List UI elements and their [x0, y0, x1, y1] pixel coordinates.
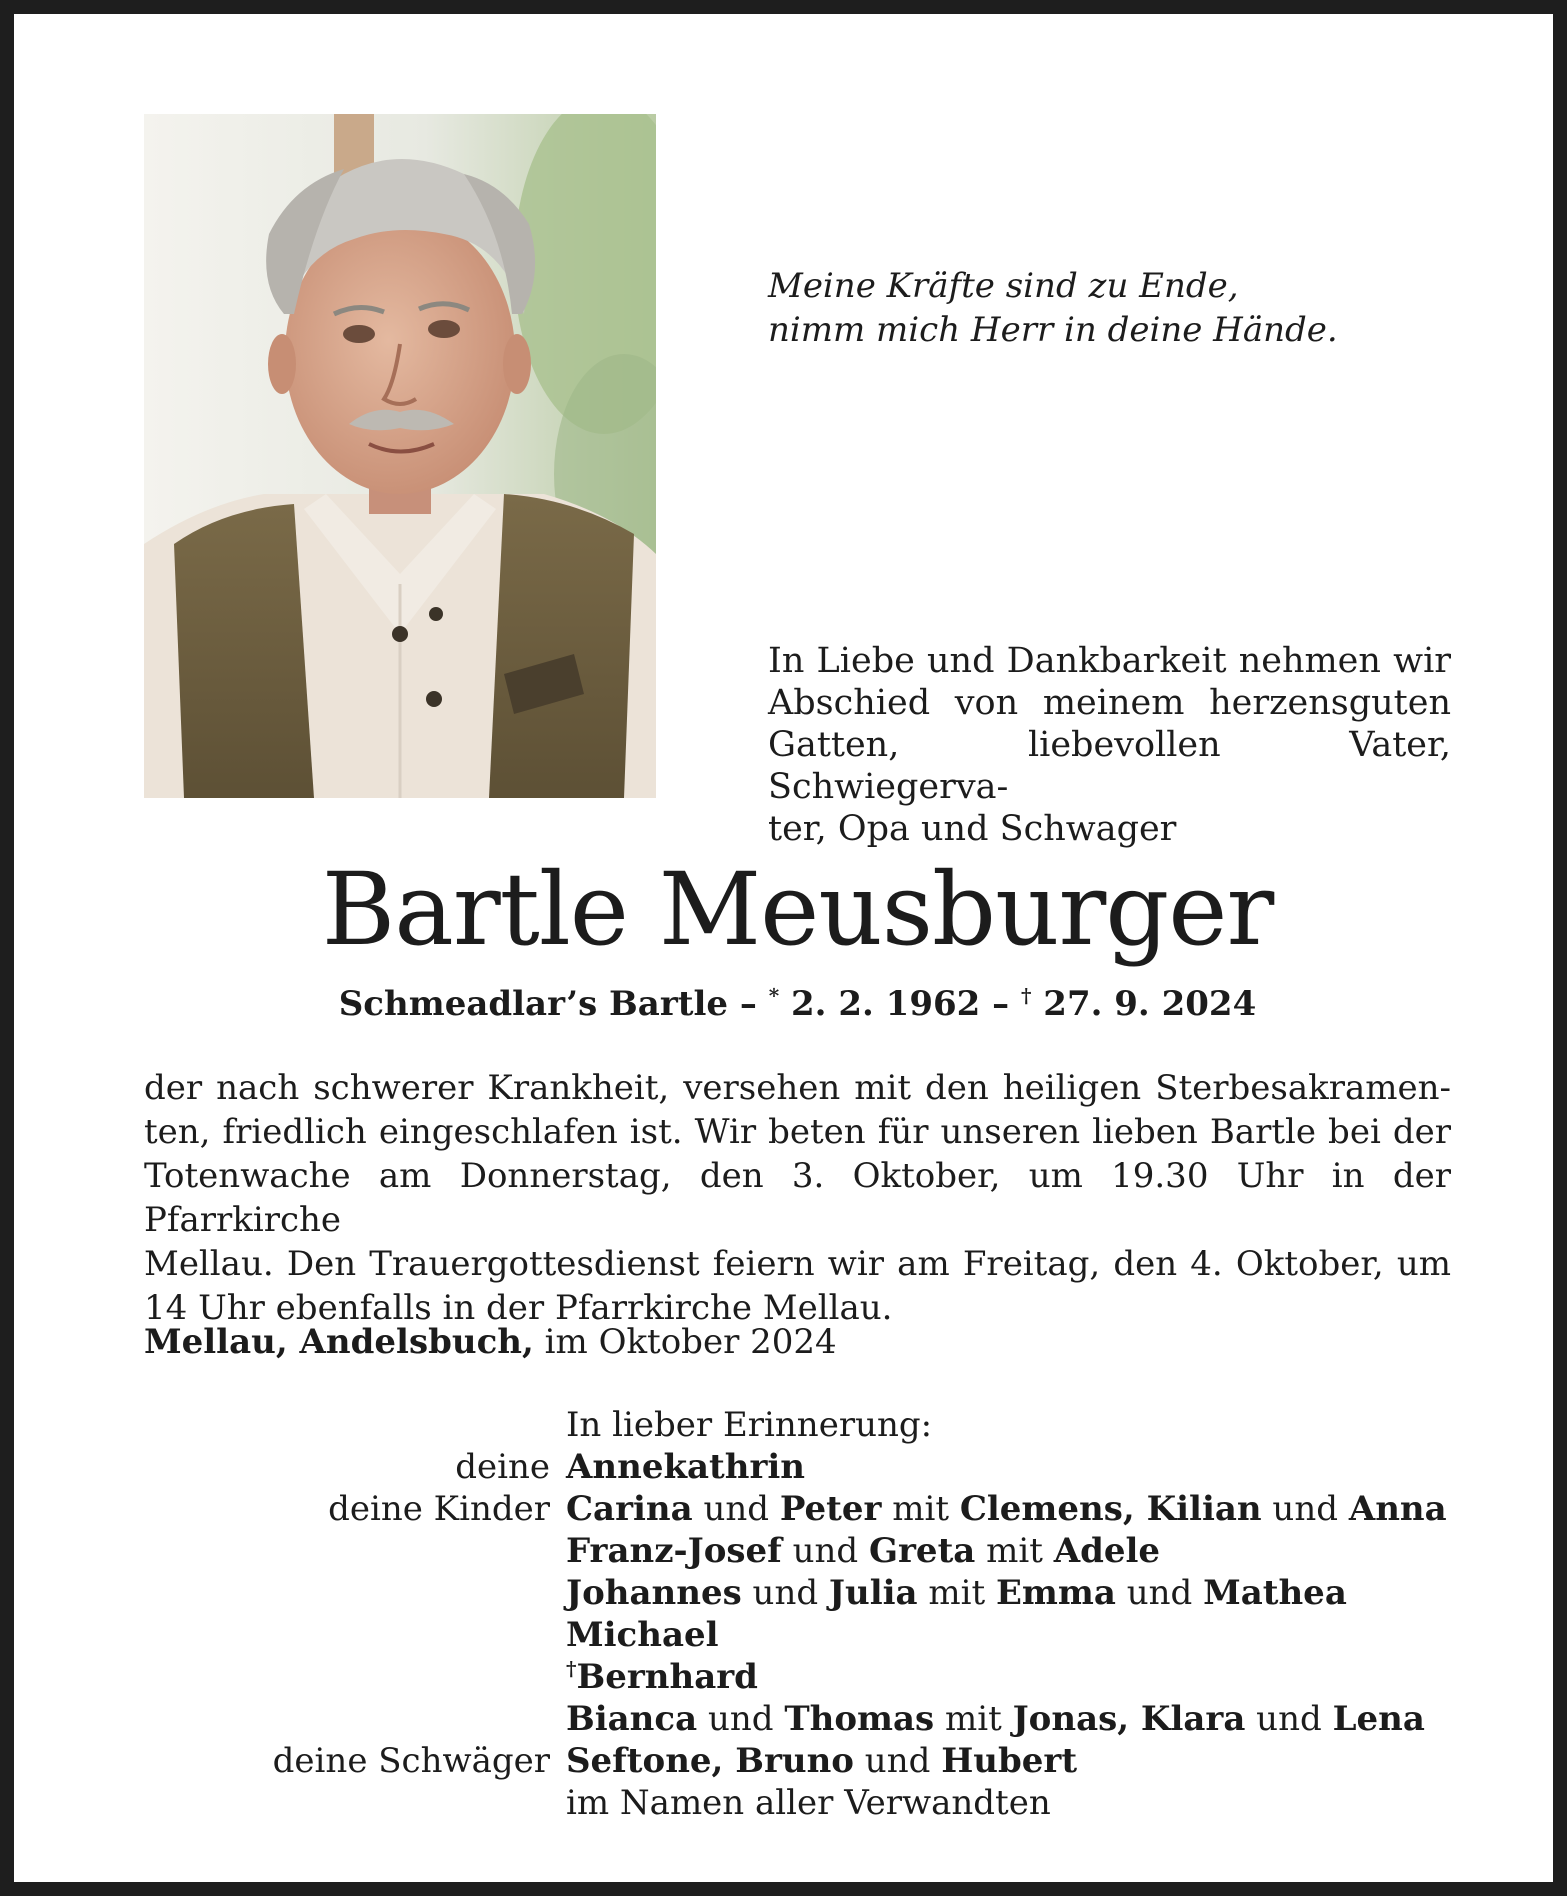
- family-line: Michael: [566, 1615, 719, 1655]
- birth-symbol: *: [768, 983, 780, 1008]
- children-row: [144, 1488, 1451, 1530]
- closing-line: im Namen aller Verwandten: [566, 1783, 1051, 1823]
- family-line: Bianca und Thomas mit Jonas, Klara und Lena: [566, 1699, 1425, 1739]
- memorial-heading-row: [144, 1404, 1451, 1446]
- children-row: [144, 1572, 1451, 1614]
- intro-line: Gatten, liebevollen Vater, Schwiegerva-: [768, 725, 1451, 807]
- birth-date: 2. 2. 1962: [779, 984, 981, 1024]
- date-text: im Oktober 2024: [533, 1322, 837, 1362]
- body-line: der nach schwerer Krankheit, versehen mit den heiligen Sterbesakramen-: [144, 1068, 1451, 1108]
- wife-name: Annekathrin: [566, 1447, 806, 1487]
- portrait-photo: [144, 114, 656, 798]
- closing-row: [144, 1782, 1451, 1824]
- announcement-text: [144, 1066, 1451, 1330]
- family-line: Seftone, Bruno und Hubert: [566, 1741, 1078, 1781]
- separator: –: [980, 984, 1021, 1024]
- intro-text: [768, 640, 1451, 850]
- inlaws-row: [144, 1740, 1451, 1782]
- separator: –: [728, 984, 769, 1024]
- verse: [768, 264, 1468, 352]
- family-line: Johannes und Julia mit Emma und Mathea: [566, 1573, 1347, 1613]
- family-line: †Bernhard: [566, 1656, 758, 1697]
- place-date: [144, 1320, 1144, 1364]
- name-subtitle: [14, 982, 1567, 1026]
- wife-label: deine: [455, 1447, 550, 1487]
- death-symbol: †: [1020, 983, 1032, 1008]
- place-towns: Mellau, Andelsbuch,: [144, 1322, 534, 1362]
- body-line: ten, friedlich eingeschlafen ist. Wir beten für unseren lieben Bartle bei der: [144, 1112, 1451, 1152]
- verse-line: Meine Kräfte sind zu Ende,: [768, 266, 1239, 306]
- children-row: [144, 1698, 1451, 1740]
- death-symbol: †: [566, 1656, 577, 1681]
- children-row: [144, 1530, 1451, 1572]
- inlaws-label: deine Schwäger: [272, 1741, 550, 1781]
- family-line: Carina und Peter mit Clemens, Kilian und Anna: [566, 1489, 1447, 1529]
- nickname: Schmeadlar’s Bartle: [338, 984, 728, 1024]
- intro-line: ter, Opa und Schwager: [768, 809, 1177, 849]
- intro-line: In Liebe und Dankbarkeit nehmen wir: [768, 641, 1451, 681]
- body-line: 14 Uhr ebenfalls in der Pfarrkirche Mellau.: [144, 1288, 893, 1328]
- children-label: deine Kinder: [328, 1489, 550, 1529]
- children-row: [144, 1614, 1451, 1656]
- verse-line: nimm mich Herr in deine Hände.: [768, 310, 1338, 350]
- memorial-heading: In lieber Erinnerung:: [566, 1405, 933, 1445]
- body-line: Mellau. Den Trauergottesdienst feiern wir am Freitag, den 4. Oktober, um: [144, 1244, 1451, 1284]
- intro-line: Abschied von meinem herzensguten: [768, 683, 1451, 723]
- body-line: Totenwache am Donnerstag, den 3. Oktober, um 19.30 Uhr in der Pfarrkirche: [144, 1156, 1451, 1240]
- deceased-name: Bartle Meusburger: [321, 851, 1274, 968]
- death-date: 27. 9. 2024: [1031, 984, 1257, 1024]
- wife-row: [144, 1446, 1451, 1488]
- children-row: [144, 1656, 1451, 1698]
- memorial-list: [144, 1404, 1451, 1824]
- family-line: Franz-Josef und Greta mit Adele: [566, 1531, 1161, 1571]
